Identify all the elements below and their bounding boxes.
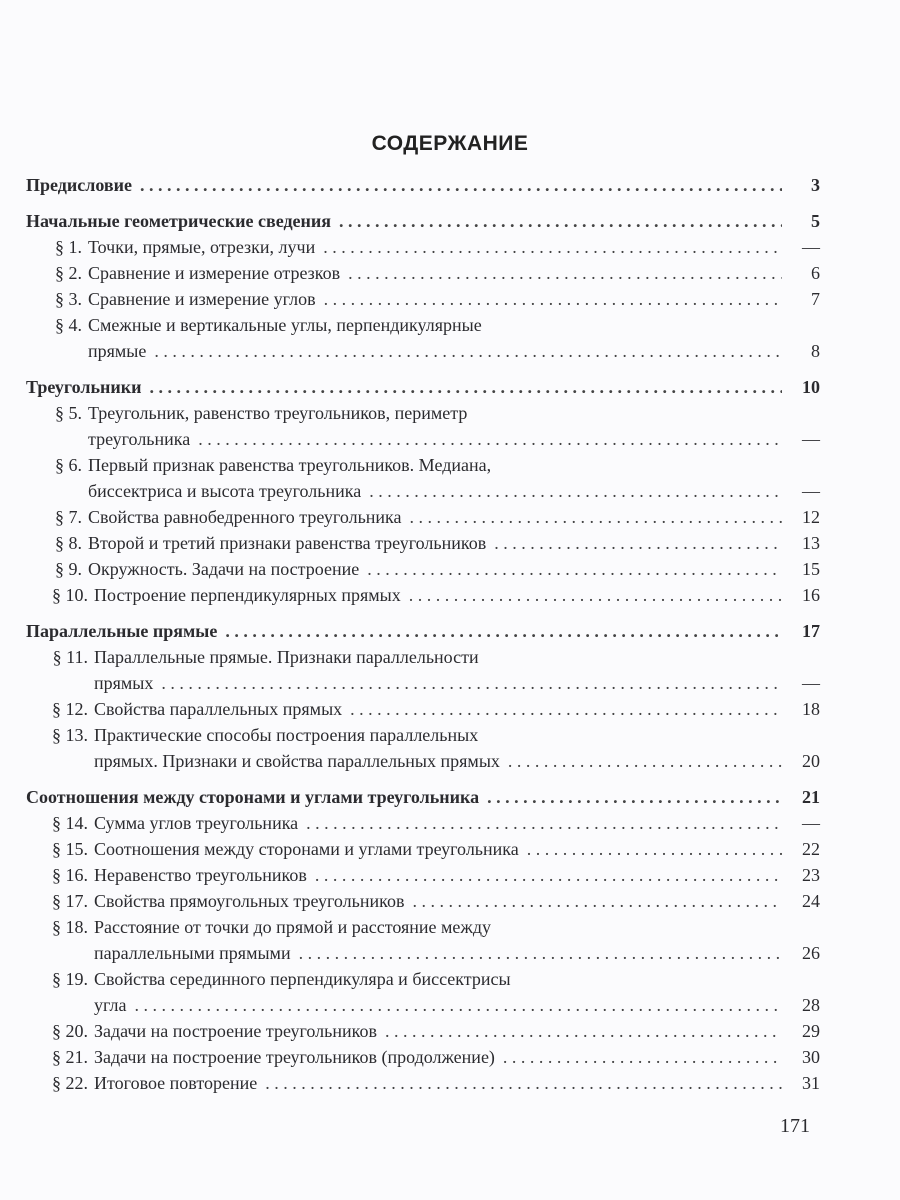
toc-section-entry[interactable] [26,478,820,504]
leader-dots [410,504,782,530]
toc-section-entry[interactable] [26,722,820,748]
section-number: § 9. [55,559,82,579]
toc-section-entry[interactable] [26,1018,820,1044]
page-number: 171 [780,1115,810,1137]
toc-section-entry[interactable] [26,260,820,286]
section-title: Свойства равнобедренного треугольника [88,507,402,527]
toc-section-entry[interactable] [26,644,820,670]
section-title: Задачи на построение треугольников (продолжение) [94,1047,495,1067]
section-number: § 12. [52,699,88,719]
toc-section-entry[interactable] [26,836,820,862]
toc-section-entry[interactable] [26,992,820,1018]
page-reference: 28 [802,995,820,1015]
page-reference: 30 [802,1047,820,1067]
toc-chapter-entry[interactable] [26,374,820,400]
section-title: Задачи на построение треугольников [94,1021,377,1041]
section-title: Второй и третий признаки равенства треугольников [88,533,487,553]
section-title: Треугольник, равенство треугольников, периметр [88,403,468,423]
page-reference: 26 [802,943,820,963]
page-reference: 17 [802,621,820,641]
section-title: Смежные и вертикальные углы, перпендикулярные [88,315,482,335]
leader-dots [409,582,782,608]
table-of-contents [26,172,820,1096]
section-number: § 15. [52,839,88,859]
leader-dots [369,478,782,504]
leader-dots [306,810,782,836]
toc-section-entry[interactable] [26,888,820,914]
page-reference: 21 [802,787,820,807]
section-title: Точки, прямые, отрезки, лучи [88,237,316,257]
section-title: Сравнение и измерение углов [88,289,316,309]
leader-dots [134,992,782,1018]
section-number: § 13. [52,725,88,745]
page-reference: 23 [802,865,820,885]
toc-section-entry[interactable] [26,286,820,312]
section-title: прямых. Признаки и свойства параллельных прямых [94,751,500,771]
page-reference: 29 [802,1021,820,1041]
page-reference: 22 [802,839,820,859]
section-title: Неравенство треугольников [94,865,307,885]
leader-dots [339,208,782,234]
chapter-title: Параллельные прямые [26,621,218,641]
leader-dots [412,888,782,914]
leader-dots [350,696,782,722]
leader-dots [315,862,782,888]
toc-chapter-entry[interactable] [26,172,820,198]
toc-section-entry[interactable] [26,426,820,452]
toc-section-entry[interactable] [26,940,820,966]
section-title: Сумма углов треугольника [94,813,299,833]
page-reference: 31 [802,1073,820,1093]
section-title: треугольника [88,429,191,449]
section-number: § 10. [52,585,88,605]
page-reference: 10 [802,377,820,397]
page-reference: 12 [802,507,820,527]
leader-dots [299,940,782,966]
chapter-title: Предисловие [26,175,132,195]
chapter-title: Соотношения между сторонами и углами треугольника [26,787,480,807]
page-reference: 3 [811,175,820,195]
section-title: биссектриса и высота треугольника [88,481,362,501]
section-number: § 19. [52,969,88,989]
section-number: § 5. [55,403,82,423]
page-reference: 13 [802,533,820,553]
page-title: СОДЕРЖАНИЕ [371,132,529,155]
toc-section-entry[interactable] [26,914,820,940]
toc-section-entry[interactable] [26,530,820,556]
leader-dots [149,374,782,400]
page-reference: — [802,481,820,501]
section-title: угла [94,995,127,1015]
section-title: Свойства параллельных прямых [94,699,343,719]
section-title: Практические способы построения параллельных [94,725,479,745]
leader-dots [225,618,782,644]
page-reference: 24 [802,891,820,911]
section-title: Построение перпендикулярных прямых [94,585,401,605]
section-title: Свойства прямоугольных треугольников [94,891,405,911]
chapter-title: Треугольники [26,377,142,397]
section-title: параллельными прямыми [94,943,291,963]
chapter-title: Начальные геометрические сведения [26,211,332,231]
section-number: § 20. [52,1021,88,1041]
toc-section-entry[interactable] [26,312,820,338]
page-reference: 5 [811,211,820,231]
section-number: § 2. [55,263,82,283]
toc-section-entry[interactable] [26,452,820,478]
section-number: § 1. [55,237,82,257]
toc-section-entry[interactable] [26,1044,820,1070]
page-reference: 15 [802,559,820,579]
section-title: Сравнение и измерение отрезков [88,263,341,283]
toc-section-entry[interactable] [26,504,820,530]
section-number: § 4. [55,315,82,335]
toc-section-entry[interactable] [26,748,820,774]
toc-chapter-entry[interactable] [26,618,820,644]
page-reference: 6 [811,263,820,283]
leader-dots [348,260,782,286]
page-reference: 16 [802,585,820,605]
section-number: § 18. [52,917,88,937]
page-reference: 8 [811,341,820,361]
page-reference: — [802,237,820,257]
leader-dots [140,172,782,198]
toc-section-entry[interactable] [26,1070,820,1096]
toc-section-entry[interactable] [26,966,820,992]
leader-dots [527,836,782,862]
section-number: § 17. [52,891,88,911]
toc-section-entry[interactable] [26,862,820,888]
section-title: прямых [94,673,154,693]
section-title: Окружность. Задачи на построение [88,559,360,579]
toc-section-entry[interactable] [26,810,820,836]
leader-dots [198,426,782,452]
leader-dots [324,286,782,312]
section-title: Расстояние от точки до прямой и расстояние между [94,917,492,937]
toc-section-entry[interactable] [26,582,820,608]
section-number: § 14. [52,813,88,833]
leader-dots [487,784,782,810]
section-number: § 11. [52,647,88,667]
toc-section-entry[interactable] [26,556,820,582]
toc-section-entry[interactable] [26,234,820,260]
toc-section-entry[interactable] [26,670,820,696]
toc-chapter-entry[interactable] [26,784,820,810]
section-title: Первый признак равенства треугольников. Медиана, [88,455,492,475]
section-number: § 7. [55,507,82,527]
section-title: Соотношения между сторонами и углами треугольника [94,839,519,859]
leader-dots [161,670,782,696]
leader-dots [503,1044,782,1070]
page-reference: — [802,813,820,833]
toc-section-entry[interactable] [26,338,820,364]
toc-chapter-entry[interactable] [26,208,820,234]
leader-dots [323,234,782,260]
section-number: § 8. [55,533,82,553]
section-title: прямые [88,341,147,361]
leader-dots [494,530,782,556]
toc-section-entry[interactable] [26,696,820,722]
toc-section-entry[interactable] [26,400,820,426]
leader-dots [367,556,782,582]
section-title: Параллельные прямые. Признаки параллельности [94,647,479,667]
section-number: § 22. [52,1073,88,1093]
leader-dots [265,1070,782,1096]
page-reference: 18 [802,699,820,719]
section-number: § 3. [55,289,82,309]
page-reference: — [802,429,820,449]
section-title: Свойства серединного перпендикуляра и биссектрисы [94,969,511,989]
page-reference: 7 [811,289,820,309]
leader-dots [154,338,782,364]
section-number: § 6. [55,455,82,475]
page-reference: — [802,673,820,693]
section-number: § 21. [52,1047,88,1067]
page-reference: 20 [802,751,820,771]
section-title: Итоговое повторение [94,1073,258,1093]
leader-dots [508,748,782,774]
leader-dots [385,1018,782,1044]
section-number: § 16. [52,865,88,885]
